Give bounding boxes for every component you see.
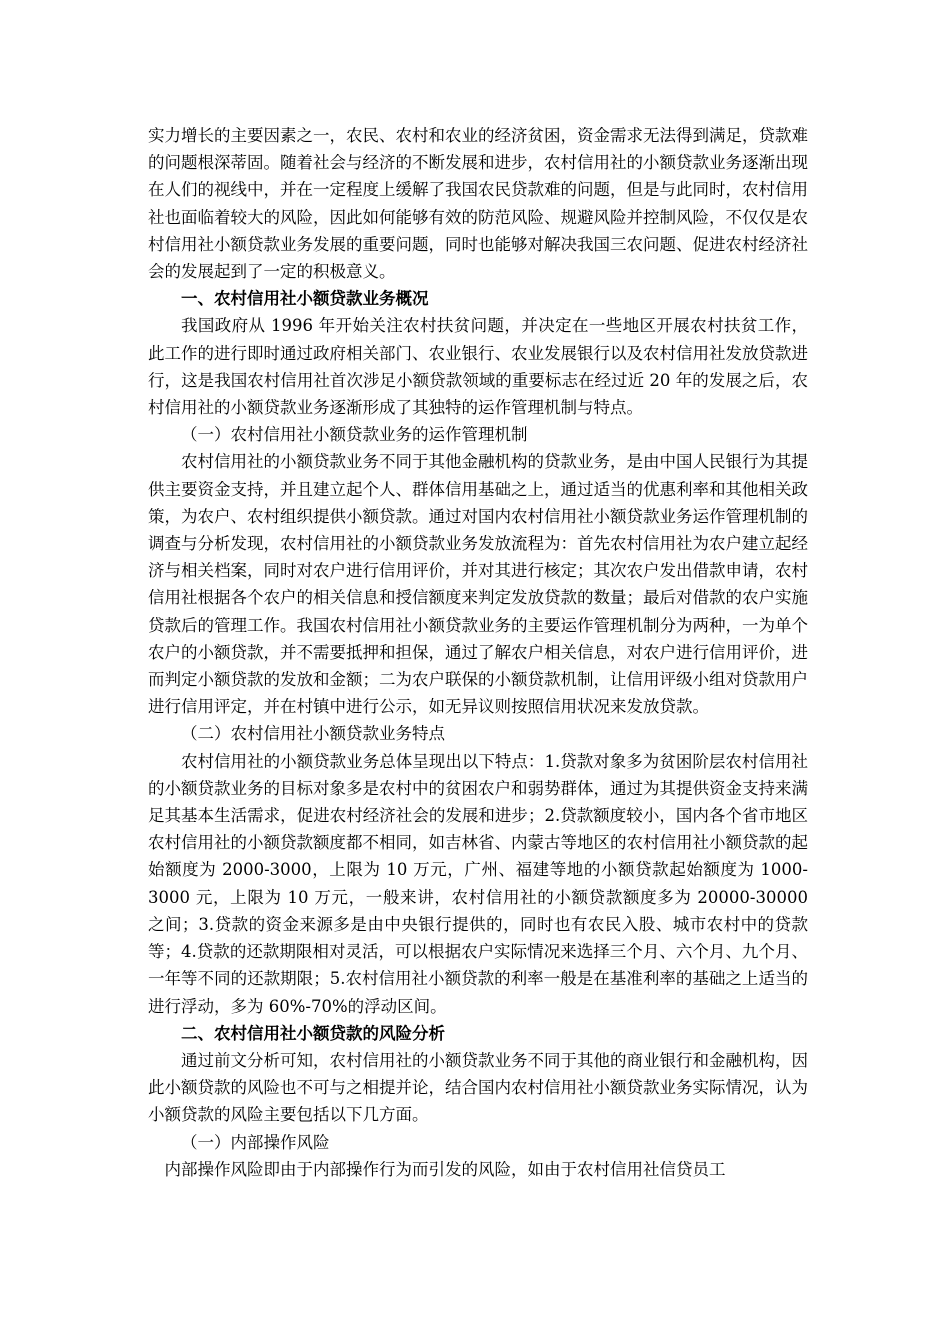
subsection-heading-1-1: （一）农村信用社小额贷款业务的运作管理机制 — [181, 425, 528, 445]
paragraph-overview: 我国政府从 1996 年开始关注农村扶贫问题，并决定在一些地区开展农村扶贫工作，此工作的进行即时通过政府相关部门、农业银行、农业发展银行以及农村信用社发放贷款进行，这是我国农村信用社首次涉足小额贷款领域的重要标志在经过近 20 年的发展之后，农村信用社的小额贷款业务逐渐形成了其独特的运作管理机制与特点。 — [148, 316, 808, 418]
subsection-heading-1-2: （二）农村信用社小额贷款业务特点 — [181, 724, 445, 744]
paragraph-mechanism: 农村信用社的小额贷款业务不同于其他金融机构的贷款业务，是由中国人民银行为其提供主要资金支持，并且建立起个人、群体信用基础之上，通过适当的优惠利率和其他相关政策，为农户、农村组织提供小额贷款。通过对国内农村信用社小额贷款业务运作管理机制的调查与分析发现，农村信用社的小额贷款业务发放流程为：首先农村信用社为农户建立起经济与相关档案，同时对农户进行信用评价，并对其进行核定；其次农户发出借款申请，农村信用社根据各个农户的相关信息和授信额度来判定发放贷款的数量；最后对借款的农户实施贷款后的管理工作。我国农村信用社小额贷款业务的主要运作管理机制分为两种，一为单个农户的小额贷款，并不需要抵押和担保，通过了解农户相关信息，对农户进行信用评价，进而判定小额贷款的发放和金额；二为农户联保的小额贷款机制，让信用评级小组对贷款用户进行信用评定，并在村镇中进行公示，如无异议则按照信用状况来发放贷款。 — [148, 452, 808, 717]
subsection-heading-2-1: （一）内部操作风险 — [181, 1132, 330, 1152]
paragraph-risk: 通过前文分析可知，农村信用社的小额贷款业务不同于其他的商业银行和金融机构，因此小额贷款的风险也不可与之相提并论，结合国内农村信用社小额贷款业务实际情况，认为小额贷款的风险主要包括以下几方面。 — [148, 1050, 808, 1125]
section-heading-1: 一、农村信用社小额贷款业务概况 — [181, 289, 429, 309]
section-heading-2: 二、农村信用社小额贷款的风险分析 — [181, 1023, 445, 1043]
paragraph-features: 农村信用社的小额贷款业务总体呈现出以下特点：1.贷款对象多为贫困阶层农村信用社的小额贷款业务的目标对象多是农村中的贫困农户和弱势群体，通过为其提供资金支持来满足其基本生活需求，促进农村经济社会的发展和进步；2.贷款额度较小，国内各个省市地区农村信用社的小额贷款额度都不相同，如吉林省、内蒙古等地区的农村信用社小额贷款的起始额度为 2000-3000，上限为 10 万元，广州、福建等地的小额贷款起始额度为 1000-3000 元，上限为 10 万元，一般来讲，农村信用社的小额贷款额度多为 20000-30000 之间；3.贷款的资金来源多是由中央银行提供的，同时也有农民入股、城市农村中的贷款等；4.贷款的还款期限相对灵活，可以根据农户实际情况来选择三个月、六个月、九个月、一年等不同的还款期限；5.农村信用社小额贷款的利率一般是在基准利率的基础之上适当的进行浮动，多为 60%-70%的浮动区间。 — [148, 751, 808, 1016]
paragraph-intro: 实力增长的主要因素之一，农民、农村和农业的经济贫困，资金需求无法得到满足，贷款难的问题根深蒂固。随着社会与经济的不断发展和进步，农村信用社的小额贷款业务逐渐出现在人们的视线中，并在一定程度上缓解了我国农民贷款难的问题，但是与此同时，农村信用社也面临着较大的风险，因此如何能够有效的防范风险、规避风险并控制风险，不仅仅是农村信用社小额贷款业务发展的重要问题，同时也能够对解决我国三农问题、促进农村经济社会的发展起到了一定的积极意义。 — [148, 126, 808, 282]
paragraph-internal-risk: 内部操作风险即由于内部操作行为而引发的风险，如由于农村信用社信贷员工 — [164, 1159, 726, 1179]
document-body — [148, 122, 808, 1183]
